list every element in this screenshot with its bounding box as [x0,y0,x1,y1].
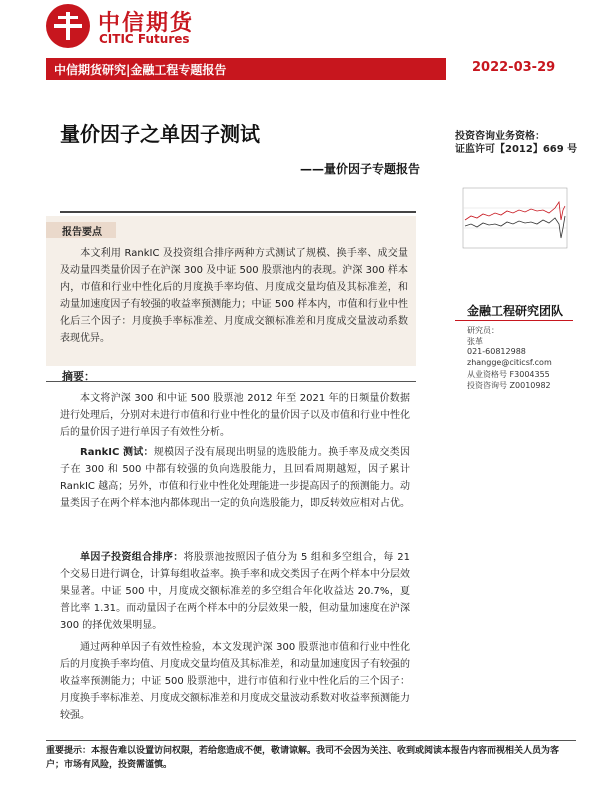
title-divider [60,211,416,213]
summary-body: 本文利用 RankIC 及投资组合排序两种方式测试了规模、换手率、成交量及动量四类量价因子在沪深 300 及中证 500 股票池内的表现。沪深 300 样本内，市值和行业中性化后的月度换手率均值、月度成交量均值及其标准差，和动量加速度因子有较强的收益率预测能力；中证 500 样本内，市值和行业中性化后三个因子：月度换手率标准差、月度成交额标准差和月度成交量波动系数表现优异。 [60,248,408,344]
footer-divider [46,740,576,741]
contact-phone: 021-60812988 [467,347,526,356]
citic-logo-icon [46,4,90,48]
credential-line-1: 投资咨询业务资格： [455,131,545,142]
abstract-divider [46,381,416,382]
contact-license: 从业资格号 F3004355 [467,370,550,379]
brand-name-en: CITIC Futures [99,32,190,46]
header-band [46,58,446,80]
contact-email[interactable]: zhangge@citicsf.com [467,358,552,367]
paragraph-2 [60,444,410,512]
credential-line-2: 证监许可【2012】669 号 [455,144,578,155]
report-title: 量价因子之单因子测试 [60,122,260,146]
contact-line: 研究员： [467,326,499,335]
header-band-text: 中信期货研究|金融工程专题报告 [54,63,227,77]
footer-notice: 重要提示：本报告难以设置访问权限，若给您造成不便，敬请谅解。我司不会因为关注、收到或阅读本报告内容而视相关人员为客户；市场有风险，投资需谨慎。 [46,746,560,770]
team-title: 金融工程研究团队 [467,304,564,318]
report-subtitle: ——量价因子专题报告 [300,162,421,176]
paragraph-4: 通过两种单因子有效性检验，本文发现沪深 300 股票池市值和行业中性化后的月度换手率均值、月度成交量均值及其标准差，和动量加速度因子有较强的收益率预测能力；中证 500 股票池中，进行市值和行业中性化后的三个因子：月度换手率标准差、月度成交额标准差和月度成交量波动系数对收益率预测能力较强。 [60,642,410,721]
thumbnail-chart-frame [463,188,567,248]
abstract-label: 摘要： [62,370,95,383]
summary-tag-label: 报告要点 [62,227,102,238]
paragraph-1: 本文将沪深 300 和中证 500 股票池 2012 年至 2021 年的日频量价数据进行处理后，分别对未进行市值和行业中性化的量价因子以及市值和行业中性化后的量价因子进行单因子有效性分析。 [60,393,410,438]
paragraph-3-label: 单因子投资组合排序： [80,552,184,563]
contact-advisory-license: 投资咨询号 Z0010982 [467,381,551,390]
paragraph-3-body: 将股票池按照因子值分为 5 组和多空组合，每 21 个交易日进行调仓，计算每组收益率。换手率和成交类因子在两个样本中分层效果显著。中证 500 中，月度成交额标准差的多空组合年化收益达 20.7%，夏普比率 1.31。而动量因子在两个样本中的分层效果一般，但动量加速度在沪深 300 的择优效果明显。 [60,552,411,631]
team-divider [455,320,573,321]
summary-text [60,245,408,347]
report-date: 2022-03-29 [472,60,556,75]
contact-name: 张革 [467,337,483,346]
paragraph-3 [60,549,410,634]
thumbnail-chart [455,180,573,256]
brand-name-cn: 中信期货 [98,11,195,36]
paragraph-2-label: RankIC 测试： [80,447,154,458]
paragraph-2-body: 规模因子没有展现出明显的选股能力。换手率及成交类因子在 300 和 500 中都有较强的负向选股能力，且回看周期越短，因子累计 RankIC 越高；另外，市值和行业中性化处理能进一步提高因子的预测能力。动量类因子在两个样本池内都体现出一定的负向选股能力，即反转效应相对占优。 [60,447,410,509]
summary-tag [46,222,116,238]
